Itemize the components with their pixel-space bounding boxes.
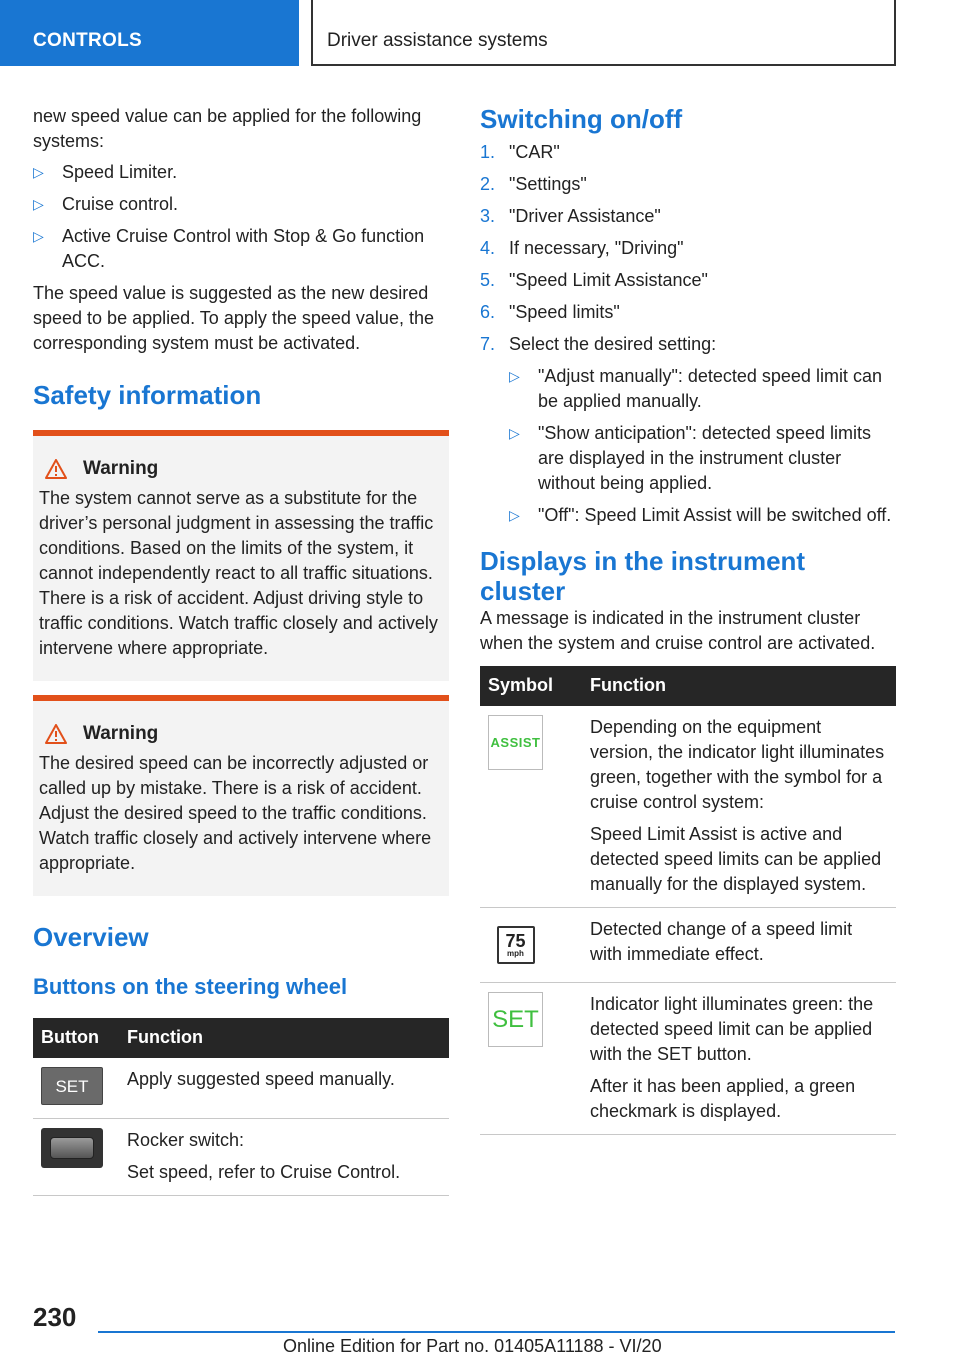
suggested-text: The speed value is suggested as the new desired speed to be applied. To apply the speed value, the corresponding system must be activated. [33,283,434,353]
buttons-heading: Buttons on the steering wheel [33,974,348,999]
section-label: CONTROLS [33,30,143,51]
table-row [33,1118,449,1195]
button-cell [33,1058,119,1118]
list-item: ▷ "Show anticipation": detected speed limits are displayed in the instrument cluster without being applied. [509,423,871,493]
rocker-switch-icon [41,1128,103,1168]
table-row [480,983,896,1135]
function-cell: Rocker switch: Set speed, refer to Cruise Control. [119,1118,449,1195]
list-item: ▷ "Off": Speed Limit Assist will be switched off. [509,503,896,528]
settings-list [509,364,896,528]
table-row [33,1058,449,1118]
warning-title: Warning [39,723,443,745]
triangle-bullet-icon: ▷ [509,507,520,523]
list-item: 7. Select the desired setting: ▷ "Adjust manually": detected speed limit can be applied manually. ▷ "Show anticipation": detected speed limits are displayed in the instrument cluster without being applied. ▷ "Off": Speed Limit Assist will be switched off. [480,332,896,528]
warning-box [33,695,449,896]
warning-triangle-icon [45,459,67,479]
triangle-bullet-icon: ▷ [509,368,520,384]
function-cell: Depending on the equipment version, the indicator light illuminates green, together with the symbol for a cruise control system: Speed Limit Assist is active and detected speed limits can be applied manually for the displayed system. [582,706,896,908]
systems-list [33,160,449,274]
displays-text: A message is indicated in the instrument cluster when the system and cruise control are activated. [480,608,876,653]
list-item: ▷ Cruise control. [33,192,449,217]
list-item: 6. "Speed limits" [480,302,620,322]
switching-heading: Switching on/off [480,104,683,134]
list-item: ▷ "Adjust manually": detected speed limit can be applied manually. [509,366,882,411]
intro-text: new speed value can be applied for the following systems: [33,106,422,151]
warning-text: The desired speed can be incorrectly adjusted or called up by mistake. There is a risk of accident. Adjust the desired speed to the traffic conditions. Watch traffic closely and actively intervene where appropriate. [39,753,432,873]
buttons-table [33,1018,449,1196]
list-item: 1. "CAR" [480,142,560,162]
table-row [480,706,896,908]
displays-heading: Displays in the instrument cluster [480,546,806,606]
warning-text: The system cannot serve as a substitute for the driver’s personal judgment in assessing the traffic conditions. Based on the limits of the system, it cannot independently react to all traffic situations. There is a risk of accident. Adjust driving style to traffic conditions. Watch traffic closely and actively intervene where appropriate. [39,488,438,658]
warning-title: Warning [39,458,443,480]
chapter-label: Driver assistance systems [327,30,548,51]
symbol-cell [480,706,582,908]
table-header-row [480,666,896,706]
right-column [480,104,896,1135]
set-symbol-icon: SET [488,992,543,1047]
table-header-row [33,1018,449,1058]
triangle-bullet-icon: ▷ [33,228,44,244]
list-item: ▷ Speed Limiter. [33,160,449,185]
symbol-cell [480,908,582,983]
section-tab [0,0,299,66]
table-row [480,908,896,983]
list-item: 5. "Speed Limit Assistance" [480,270,708,290]
assist-symbol-icon: ASSIST [488,715,543,770]
list-item: ▷ Active Cruise Control with Stop & Go function ACC. [33,226,425,271]
list-item: 4. If necessary, "Driving" [480,238,684,258]
warning-triangle-icon [45,724,67,744]
function-cell: Detected change of a speed limit with immediate effect. [582,908,896,983]
chapter-tab [311,0,896,66]
list-item: 2. "Settings" [480,174,587,194]
column-header: Function [119,1018,449,1058]
button-cell [33,1118,119,1195]
triangle-bullet-icon: ▷ [33,164,44,180]
safety-heading: Safety information [33,380,262,410]
set-button-icon: SET [41,1067,103,1105]
symbol-cell [480,983,582,1135]
column-header: Function [582,666,896,706]
overview-heading: Overview [33,922,149,952]
list-item: 3. "Driver Assistance" [480,206,661,226]
triangle-bullet-icon: ▷ [509,425,520,441]
page-number: 230 [33,1302,77,1332]
function-cell: Apply suggested speed manually. [119,1058,449,1118]
footer-divider [98,1331,895,1333]
warning-box [33,430,449,681]
column-header: Symbol [480,666,582,706]
column-header: Button [33,1018,119,1058]
steps-list [480,140,896,528]
speed-limit-sign-icon: 75 mph [488,917,543,972]
triangle-bullet-icon: ▷ [33,196,44,212]
function-cell: Indicator light illuminates green: the detected speed limit can be applied with the SET button. After it has been applied, a green checkmark is displayed. [582,983,896,1135]
left-column [33,104,449,1196]
symbol-table [480,666,896,1135]
edition-text: Online Edition for Part no. 01405A11188 - VI/20 [283,1336,662,1356]
